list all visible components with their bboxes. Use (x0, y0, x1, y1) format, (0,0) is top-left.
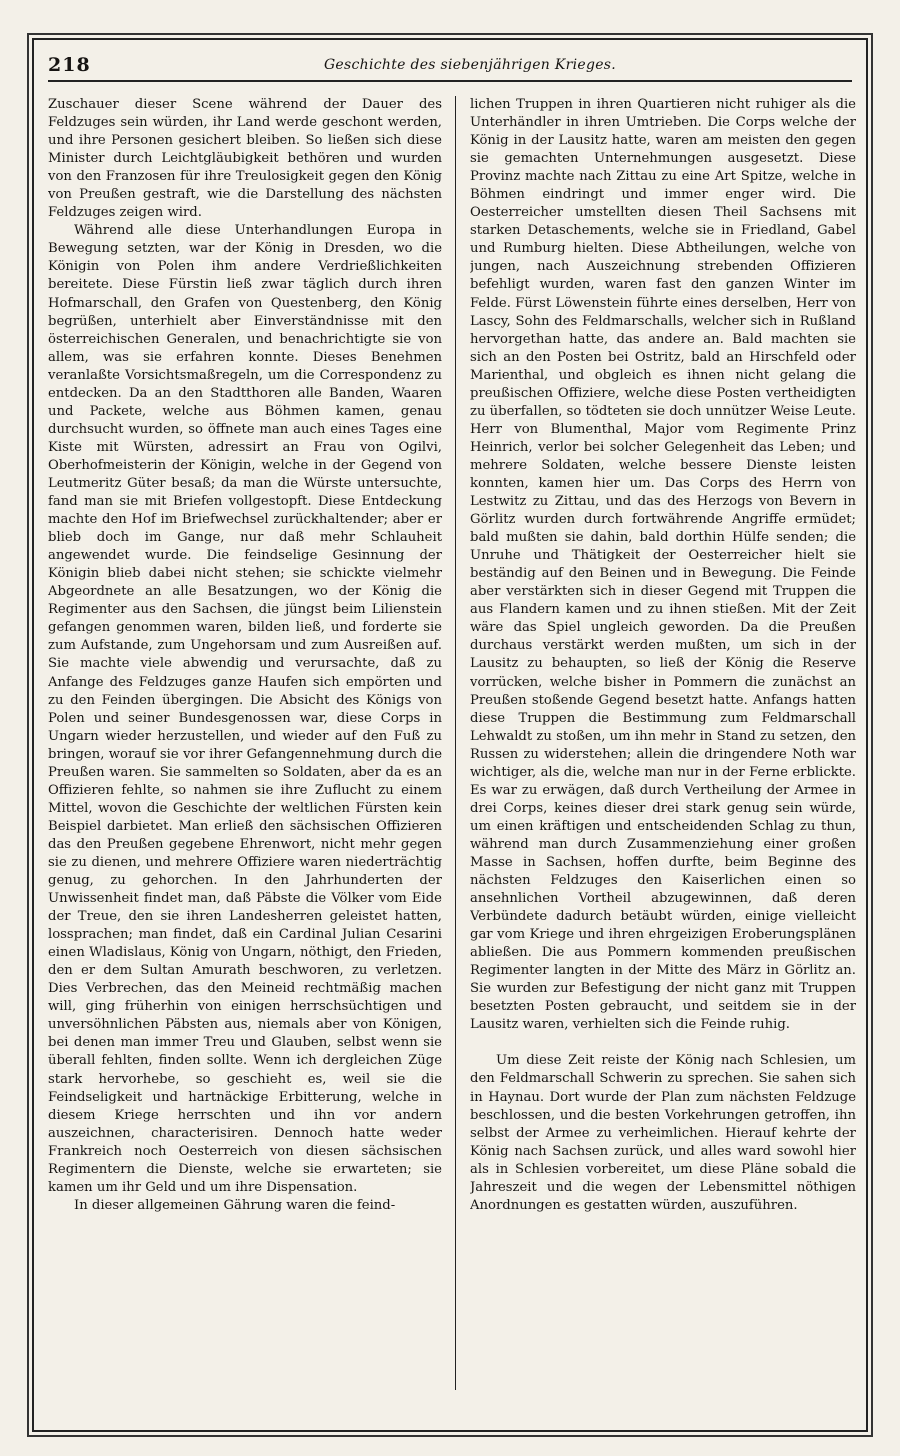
paragraph: Um diese Zeit reiste der König nach Schlesien, um den Feldmarschall Schwerin zu sprechen. Sie sahen sich in Haynau. Dort wurde der Plan zum nächsten Feldzuge beschlossen, und die besten Vorkehrungen getroffen, ihn selbst der Armee zu verheimlichen. Hierauf kehrte der König nach Sachsen zurück, und alles ward sowohl hier als in Schlesien vorbereitet, um diese Pläne sobald die Jahreszeit und die wegen der Lebensmittel nöthigen Anordnungen es gestatten würden, auszuführen. (470, 1053, 856, 1213)
book-page (32, 38, 868, 1432)
column-divider (455, 96, 456, 1390)
paragraph: Während alle diese Unterhandlungen Europa in Bewegung setzten, war der König in Dresden, wo die Königin von Polen ihm andere Verdrießlichkeiten bereitete. Diese Fürstin ließ zwar täglich durch ihren Hofmarschall, den Grafen von Questenberg, den König begrüßen, unterhielt aber Einverständnisse mit den österreichischen Generalen, und benachrichtigte sie von allem, was sie erfahren konnte. Dieses Benehmen veranlaßte Vorsichtsmaßregeln, um die Correspondenz zu entdecken. Da an den Stadtthoren alle Banden, Waaren und Packete, welche aus Böhmen kamen, genau durchsucht wurden, so öffnete man auch eines Tages eine Kiste mit Würsten, adressirt an Frau von Ogilvi, Oberhofmeisterin der Königin, welche in der Gegend von Leutmeritz Güter besaß; da man die Würste untersuchte, fand man sie mit Briefen vollgestopft. Diese Entdeckung machte den Hof im Briefwechsel zurückhaltender; aber er blieb doch im Gange, nur daß mehr Schlauheit angewendet wurde. Die feindselige Gesinnung der Königin blieb dabei nicht stehen; sie schickte vielmehr Abgeordnete an alle Besatzungen, wo der König die Regimenter aus den Sachsen, die jüngst beim Lilienstein gefangen genommen waren, bilden ließ, und forderte sie zum Aufstande, zum Ungehorsam und zum Ausreißen auf. Sie machte viele abwendig und verursachte, daß zu Anfange des Feldzuges ganze Haufen sich empörten und zu den Feinden übergingen. Die Absicht des Königs von Polen und seiner Bundesgenossen war, diese Corps in Ungarn wieder herzustellen, und wieder auf den Fuß zu bringen, worauf sie vor ihrer Gefangennehmung durch die Preußen waren. Sie sammelten so Soldaten, aber da es an Offizieren fehlte, so nahmen sie ihre Zuflucht zu einem Mittel, wovon die Geschichte der weltlichen Fürsten kein Beispiel darbietet. Man erließ den sächsischen Offizieren das den Preußen gegebene Ehrenwort, nicht mehr gegen sie zu dienen, und mehrere Offiziere waren niederträchtig genug, zu gehorchen. In den Jahrhunderten der Unwissenheit findet man, daß Päbste die Völker vom Eide der Treue, den sie ihren Landesherren geleistet hatten, lossprachen; man findet, daß ein Cardinal Julian Cesarini einen Wladislaus, König von Ungarn, nöthigt, den Frieden, den er dem Sultan Amurath beschworen, zu verletzen. Dies Verbrechen, das den Meineid rechtmäßig machen will, ging früherhin von einigen herrschsüchtigen und unversöhnlichen Päbsten aus, niemals aber von Königen, bei denen man immer Treu und Glauben, selbst wenn sie überall fehlten, finden sollte. Wenn ich dergleichen Züge stark hervorhebe, so geschieht es, weil sie die Feindseligkeit und hartnäckige Erbitterung, welche in diesem Kriege herrschten und ihn vor andern auszeichnen, characterisiren. Dennoch hatte weder Frankreich noch Oesterreich von diesen sächsischen Regimentern die Dienste, welche sie erwarteten; sie kamen um ihr Geld und um ihre Dispensation. (48, 223, 442, 1195)
page-number: 218 (48, 54, 91, 76)
page-header (48, 50, 852, 82)
left-column (48, 96, 442, 1402)
paragraph: In dieser allgemeinen Gährung waren die feind- (74, 1197, 396, 1213)
right-column (470, 96, 856, 1402)
paragraph: lichen Truppen in ihren Quartieren nicht ruhiger als die Unterhändler in ihren Umtrieben. Die Corps welche der König in der Lausitz hatte, waren am meisten den gegen sie gemachten Unternehmungen ausgesetzt. Diese Provinz machte nach Zittau zu eine Art Spitze, welche in Böhmen eindringt und immer enger wird. Die Oesterreicher umstellten diesen Theil Sachsens mit starken Detaschements, welche sie in Friedland, Gabel und Rumburg hielten. Diese Abtheilungen, welche von jungen, nach Auszeichnung strebenden Offizieren befehligt wurden, waren fast den ganzen Winter im Felde. Fürst Löwenstein führte eines derselben, Herr von Lascy, Sohn des Feldmarschalls, welcher sich in Rußland hervorgethan hatte, das andere an. Bald machten sie sich an den Posten bei Ostritz, bald an Hirschfeld oder Marienthal, und obgleich es ihnen nicht gelang die preußischen Offiziere, welche diese Posten vertheidigten zu überfallen, so tödteten sie doch unnützer Weise Leute. Herr von Blumenthal, Major vom Regimente Prinz Heinrich, verlor bei solcher Gelegenheit das Leben; und mehrere Soldaten, welche bessere Dienste leisten konnten, kamen hier um. Das Corps des Herrn von Lestwitz zu Zittau, und das des Herzogs von Bevern in Görlitz wurden durch fortwährende Angriffe ermüdet; bald mußten sie dahin, bald dorthin Hülfe senden; die Unruhe und Thätigkeit der Oesterreicher hielt sie beständig auf den Beinen und in Bewegung. Die Feinde aber verstärkten sich in dieser Gegend mit Truppen die aus Flandern kamen und zu ihnen stießen. Mit der Zeit wäre das Spiel ungleich geworden. Da die Preußen durchaus verstärkt werden mußten, um sich in der Lausitz zu behaupten, so ließ der König die Reserve vorrücken, welche bisher in Pommern die zunächst an Preußen stoßende Gegend besetzt hatte. Anfangs hatten diese Truppen die Bestimmung zum Feldmarschall Lehwaldt zu stoßen, um ihn mehr in Stand zu setzen, den Russen zu widerstehen; allein die dringendere Noth war wichtiger, als die, welche man nur in der Ferne erblickte. Es war zu erwägen, daß durch Vertheilung der Armee in drei Corps, keines dieser drei stark genug sein würde, um einen kräftigen und entscheidenden Schlag zu thun, während man durch Zusammenziehung einer großen Masse in Sachsen, hoffen durfte, beim Beginne des nächsten Feldzuges den Kaiserlichen einen so ansehnlichen Vortheil abzugewinnen, daß deren Verbündete dadurch betäubt würden, einige vielleicht gar vom Kriege und ihren ehrgeizigen Eroberungsplänen abließen. Die aus Pommern kommenden preußischen Regimenter langten in der Mitte des März in Görlitz an. Sie wurden zur Befestigung der nicht ganz mit Truppen besetzten Posten gebraucht, und seitdem sie in der Lausitz waren, verhielten sich die Feinde ruhig. (470, 97, 856, 1033)
running-title: Geschichte des siebenjährigen Krieges. (323, 57, 617, 73)
paragraph: Zuschauer dieser Scene während der Dauer des Feldzuges sein würden, ihr Land werde geschont werden, und ihre Personen gesichert bleiben. So ließen sich diese Minister durch Leichtgläubigkeit bethören und wurden von den Franzosen für ihre Treulosigkeit gegen den König von Preußen gestraft, wie die Darstellung des nächsten Feldzuges zeigen wird. (48, 97, 442, 221)
